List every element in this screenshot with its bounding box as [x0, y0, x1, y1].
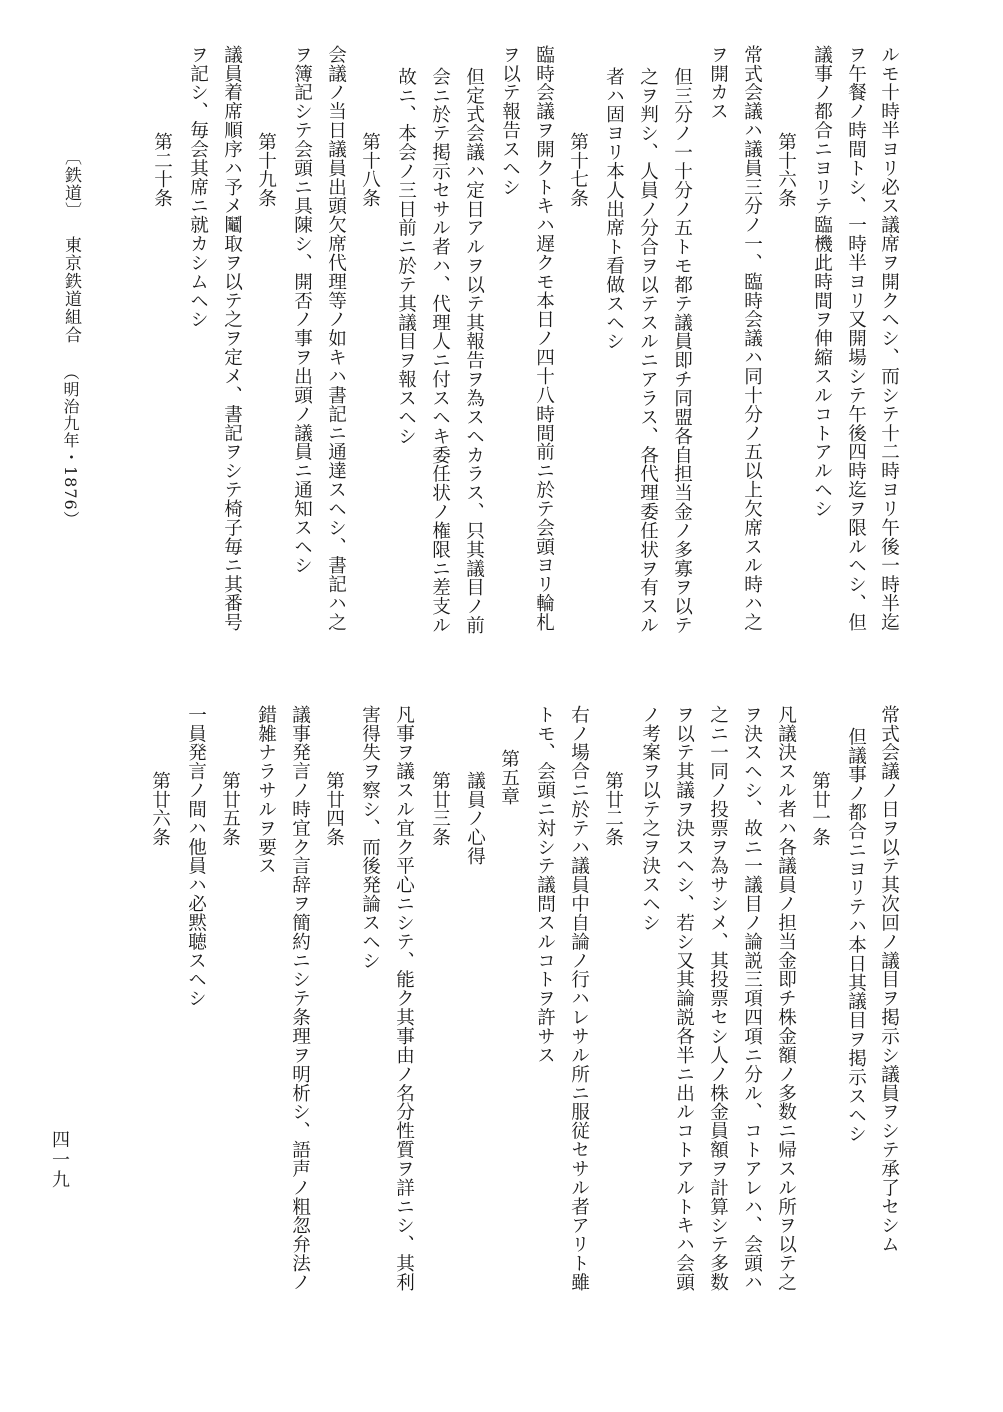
article-heading: 第十九条: [255, 132, 277, 208]
article-heading: 第廿六条: [149, 771, 171, 847]
text-column: ノ考案ヲ以テ之ヲ決スヘシ: [639, 705, 661, 933]
text-column: 之ニ一同ノ投票ヲ為サシメ、其投票セシ人ノ株金員額ヲ計算シテ多数: [707, 705, 729, 1292]
page-number: 四一九: [49, 1130, 70, 1190]
text-column: 害得失ヲ察シ、而後発論スヘシ: [359, 705, 381, 970]
text-column: 之ヲ判シ、人員ノ分合ヲ以テスルニアラス、各代理委任状ヲ有スル: [637, 67, 659, 635]
text-column: 一員発言ノ間ハ他員ハ必黙聴スヘシ: [185, 705, 207, 1008]
text-column: ヲ以テ其議ヲ決スヘシ、若シ又其論説各半ニ出ルコトアルトキハ会頭: [673, 705, 695, 1292]
text-column: 常式会議ハ議員三分ノ一、臨時会議ハ同十分ノ五以上欠席スル時ハ之: [741, 45, 763, 632]
text-column: 臨時会議ヲ開クトキハ遅クモ本日ノ四十八時間前ニ於テ会頭ヨリ輪札: [533, 45, 555, 632]
article-heading: 第十六条: [775, 132, 797, 208]
text-column: ヲ簿記シテ会頭ニ具陳シ、開否ノ事ヲ出頭ノ議員ニ通知スヘシ: [291, 45, 313, 575]
text-column: 右ノ場合ニ於テハ議員中自論ノ行ハレサル所ニ服従セサル者アリト雖: [568, 705, 590, 1292]
text-column: 会ニ於テ掲示セサル者ハ、代理人ニ付スヘキ委任状ノ権限ニ差支ル: [429, 67, 451, 635]
text-column: 常式会議ノ日ヲ以テ其次回ノ議目ヲ掲示シ議員ヲシテ承了セシム: [878, 705, 900, 1254]
text-column: ヲ開カス: [707, 45, 729, 121]
article-heading: 第十八条: [359, 132, 381, 208]
text-column: 但三分ノ一十分ノ五トモ都テ議員即チ同盟各自担当金ノ多寡ヲ以テ: [671, 67, 693, 635]
article-heading: 第廿五条: [219, 771, 241, 847]
article-heading: 第十七条: [567, 132, 589, 208]
text-column: ヲ以テ報告スヘシ: [499, 45, 521, 197]
text-column: 但定式会議ハ定日アルヲ以テ其報告ヲ為スヘカラス、只其議目ノ前: [463, 67, 485, 635]
text-column: ヲ決スヘシ、故ニ一議目ノ論説三項四項ニ分ル、コトアレハ、会頭ハ: [741, 705, 763, 1292]
text-column: トモ、会頭ニ対シテ議問スルコトヲ許サス: [534, 705, 556, 1065]
header-era: （明治九年・1876）: [61, 364, 80, 528]
text-column: 錯雑ナラサルヲ要ス: [255, 705, 277, 876]
text-column: 者ハ固ヨリ本人出席ト看做スヘシ: [603, 67, 625, 351]
chapter-title: 議員ノ心得: [464, 771, 486, 866]
text-column: 議事発言ノ時宜ク言辞ヲ簡約ニシテ条理ヲ明析シ、語声ノ粗忽弁法ノ: [289, 705, 311, 1292]
article-heading: 第廿一条: [809, 771, 831, 847]
article-heading: 第廿三条: [429, 771, 451, 847]
article-heading: 第廿二条: [602, 771, 624, 847]
text-column: 凡議決スル者ハ各議員ノ担当金即チ株金額ノ多数ニ帰スル所ヲ以テ之: [775, 705, 797, 1292]
text-column: 会議ノ当日議員出頭欠席代理等ノ如キハ書記ニ通達スヘシ、書記ハ之: [325, 45, 347, 632]
text-column: 凡事ヲ議スル宜ク平心ニシテ、能ク其事由ノ名分性質ヲ詳ニシ、其利: [393, 705, 415, 1292]
text-column: 但議事ノ都合ニヨリテハ本日其議目ヲ掲示スヘシ: [845, 727, 867, 1144]
text-column: 議員着席順序ハ予メ鬮取ヲ以テ之ヲ定メ、書記ヲシテ椅子毎ニ其番号: [221, 45, 243, 632]
chapter-heading: 第五章: [498, 749, 520, 806]
article-heading: 第二十条: [151, 132, 173, 208]
article-heading: 第廿四条: [323, 771, 345, 847]
text-column: ルモ十時半ヨリ必ス議席ヲ開クヘシ、而シテ十二時ヨリ午後一時半迄: [878, 45, 900, 632]
header-category: 〔鉄道〕: [61, 148, 81, 220]
header-source: 東京鉄道組合: [61, 236, 81, 344]
text-column: 議事ノ都合ニヨリテ臨機此時間ヲ伸縮スルコトアルヘシ: [811, 45, 833, 518]
text-column: 故ニ、本会ノ三日前ニ於テ其議目ヲ報スヘシ: [395, 67, 417, 446]
text-column: ヲ午餐ノ時間トシ、一時半ヨリ又開場シテ午後四時迄ヲ限ルヘシ、但: [845, 45, 867, 632]
text-column: ヲ記シ、毎会其席ニ就カシムヘシ: [187, 45, 209, 329]
